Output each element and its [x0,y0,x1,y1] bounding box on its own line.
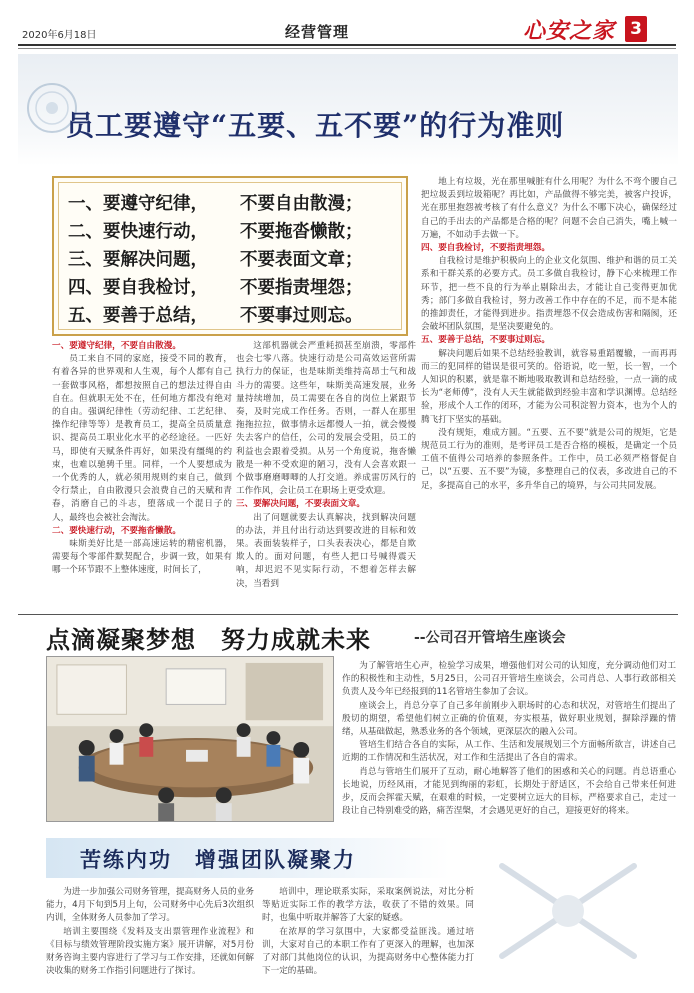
article1-column-2 [236,340,416,612]
paragraph: 这部机器就会严重耗损甚至崩溃，零部件也会七零八落。快速行动是公司高效运营所需执行力的保证，也是味斯美维持高昂士气和战斗力的需要。这些年，味斯美高速发展，业务量持续增加，员工需要在各自的岗位上紧跟节奏，及时完成工作任务。否则，一群人在那里拖拖拉拉，做事情永远都慢人一拍，就会慢慢失去客户的信任，公司的发展会受阻，员工的利益也会跟着受损。从另一个角度说，拖沓懒散是一种不受欢迎的陋习，没有人会喜欢跟一个做事磨磨唧唧的人打交道。养成雷厉风行的工作作风，会让员工在职场上更受欢迎。 [236,341,416,497]
article-title: 员工要遵守“五要、五不要”的行为准则 [66,109,565,142]
rule-do: 二、要快速行动， [68,221,208,242]
subheading: 二、要快速行动，不要拖沓懒散。 [52,525,181,536]
page-number-badge: 3 [625,16,647,42]
article2-title: 点滴凝聚梦想 努力成就未来 [46,626,371,654]
rule-row [68,272,398,300]
paragraph: 在浓厚的学习氛围中，大家都受益匪浅。通过培训，大家对自己的本职工作有了更深入的理解，也加深了对部门其他岗位的认识，为提高财务中心整体能力打下一定的基础。 [262,926,474,977]
rule-dont: 不要指责埋怨； [240,277,363,298]
rule-row [68,244,398,272]
rule-row [68,216,398,244]
paragraph: 味斯美好比是一部高速运转的精密机器，需要每个零部件默契配合，步调一致，如果有哪一个环节跟不上整体速度，时间长了， [52,539,232,576]
paragraph: 为了解管培生心声，检验学习成果，增强他们对公司的认知度，充分调动他们对工作的积极性和主动性，5月25日，公司召开管培生座谈会，公司肖总、人事行政部相关负责人及今年已经报到的11名管培生参加了会议。 [342,661,676,698]
rules-list [68,188,398,328]
issue-date: 2020年6月18日 [22,30,97,41]
paragraph: 管培生们结合各自的实际，从工作、生活和发展规划三个方面畅所欲言，讲述自己近期的工作情况和生活状况，对工作和生活提出了各自的需求。 [342,740,676,764]
rule-do: 三、要解决问题， [68,249,208,270]
subheading: 一、要遵守纪律，不要自由散漫。 [52,341,181,351]
rule-row [68,188,398,216]
rule-row [68,300,398,328]
teamwork-hands-icon [482,826,654,988]
section-name: 经营管理 [285,23,350,41]
meeting-photo [46,656,334,822]
paragraph: 座谈会上，肖总分享了自己多年前刚步入职场时的心态和状况，对管培生们提出了殷切的期望，希望他们树立正确的价值观，夯实根基，做好职业规划，摒除浮躁的情绪，从基础做起，熟悉业务的各个领域，更深层次的融入公司。 [342,700,676,738]
section-divider [18,614,678,615]
article1-column-1 [52,340,232,612]
paragraph: 肖总与管培生们展开了互动，耐心地解答了他们的困惑和关心的问题。肖总语重心长地说，历经风雨，才能见到绚丽的彩虹，长期处于舒适区，不会给自己带来任何进步，反而会挥霍天赋，在艰难的时候，一定要树立远大的目标，严格要求自己，走过一段让自己特别难受的路，痛苦涅槃，才会遇见更好的自己，迎接更好的将来。 [342,766,676,817]
masthead [0,0,694,52]
rules-box [52,176,408,336]
article1-column-3 [421,176,677,612]
paragraph: 为进一步加强公司财务管理，提高财务人员的业务能力，4月下旬到5月上旬，公司财务中心先后3次组织内训，全体财务人员参加了学习。 [46,887,254,924]
rule-dont: 不要拖沓懒散； [240,221,363,242]
subheading: 三、要解决问题，不要表面文章。 [236,499,365,510]
rule-dont: 不要事过则忘。 [240,305,363,326]
article2-subtitle: --公司召开管培生座谈会 [414,630,566,646]
top-rule-thin [18,48,676,49]
subheading: 四、要自我检讨，不要指责埋怨。 [421,243,550,254]
subheading: 五、要善于总结，不要事过则忘。 [421,335,550,346]
paragraph: 解决问题后如果不总结经验教训，就容易重蹈覆辙，一而再再而三的犯同样的错误是很可笑的。俗语说，吃一堑，长一智，一个人知识的积累，就是靠不断地吸取教训和总结经验，一点一滴的成长为“老师傅”，没有人天生就能做到经验丰富和学识渊博。总结经验，形成个人工作的闭环，才能为公司积淀智力资本，也为个人的腾飞打下坚实的基础。 [421,348,677,425]
rule-do: 四、要自我检讨， [68,277,208,298]
paragraph: 培训主要围绕《发料及支出票管理作业流程》和《目标与绩效管理阶段实施方案》展开讲解，对5月份财务咨询主要内容进行了学习与工作安排，还就如何解决收集的财务工作指引问题进行了探讨。 [46,926,254,977]
paragraph: 培训中，理论联系实际，采取案例说法，对比分析等贴近实际工作的教学方法，收获了不错的效果。同时，也集中听取并解答了大家的疑惑。 [262,887,474,924]
rule-dont: 不要自由散漫； [240,193,363,214]
paragraph: 地上有垃圾，光在那里喊脏有什么用呢？为什么不弯个腰自己把垃圾丢到垃圾箱呢？再比如，产品做得不够完美，被客户投诉，光在那里抱怨被考核了有什么意义？为什么不哪下决心，确保经过自己的手出去的产品都是合格的呢？问题不会自己消失，嘴上喊一万遍，不如动手去做一下。 [421,177,677,240]
paragraph: 自我检讨是维护积极向上的企业文化氛围、维护和谐的员工关系和干群关系的必要方式。员工多做自我检讨，静下心来梳理工作环节，把一些不良的行为举止剔除出去，才能让自己变得更加优秀；部门多做自我检讨，努力改善工作中存在的不足，而不是本能的推卸责任，才能得到进步。指责埋怨不仅会造成伤害和隔阂，还会破坏团队氛围，是坚决要避免的。 [421,256,677,333]
article3-title: 苦练内功 增强团队凝聚力 [80,848,356,872]
article3-column-1 [46,886,254,990]
paragraph: 出了问题就要去认真解决，找到解决问题的办法，并且付出行动达到要改进的目标和效果。表面装装样子，口头表表决心，都是自欺欺人的。面对问题，有些人把口号喊得震天响，却迟迟不见实际行动，不想着怎样去解决，当看到 [236,512,416,589]
article2-body [342,660,676,826]
paragraph: 没有规矩，难成方圆。“五要、五不要”就是公司的规矩，它是规范员工行为的准则，是考评员工是否合格的模板，是确定一个员工值不值得公司培养的参照条件。工作中，员工必须严格督促自己，以“五要、五不要”为镜，多整理自己的仪表，多改进自己的不足，多提高自己的水平，多升华自己的境界，与公司共同发展。 [421,427,677,491]
rule-dont: 不要表面文章； [240,249,363,270]
newspaper-logo: 心安之家 [523,18,616,44]
rule-do: 五、要善于总结， [68,305,208,326]
article3-column-2 [262,886,474,990]
rule-do: 一、要遵守纪律， [68,193,208,214]
top-rule [18,44,676,46]
paragraph: 员工来自不同的家庭，接受不同的教育，有着各异的世界观和人生观，每个人都有自己一套做事风格，都想按照自己的想法过得自由自在。但就职无处不在，任何地方都没有绝对的自由。强调纪律性（劳动纪律、工艺纪律、操作纪律等等）是教育员工，提高全员质量意识、提高员工职业化水平的必经途径。一匹好马，即使有天赋条件再好，如果没有缰绳的约束，也难以驰骋千里。同样，一个人要想成为一个优秀的人，就必须用规则约束自己，做到令行禁止，自由散漫只会浪费自己的天赋和青春，消磨自己的斗志，堕落成一个混日子的人，最终也会被社会淘汰。 [52,354,232,523]
